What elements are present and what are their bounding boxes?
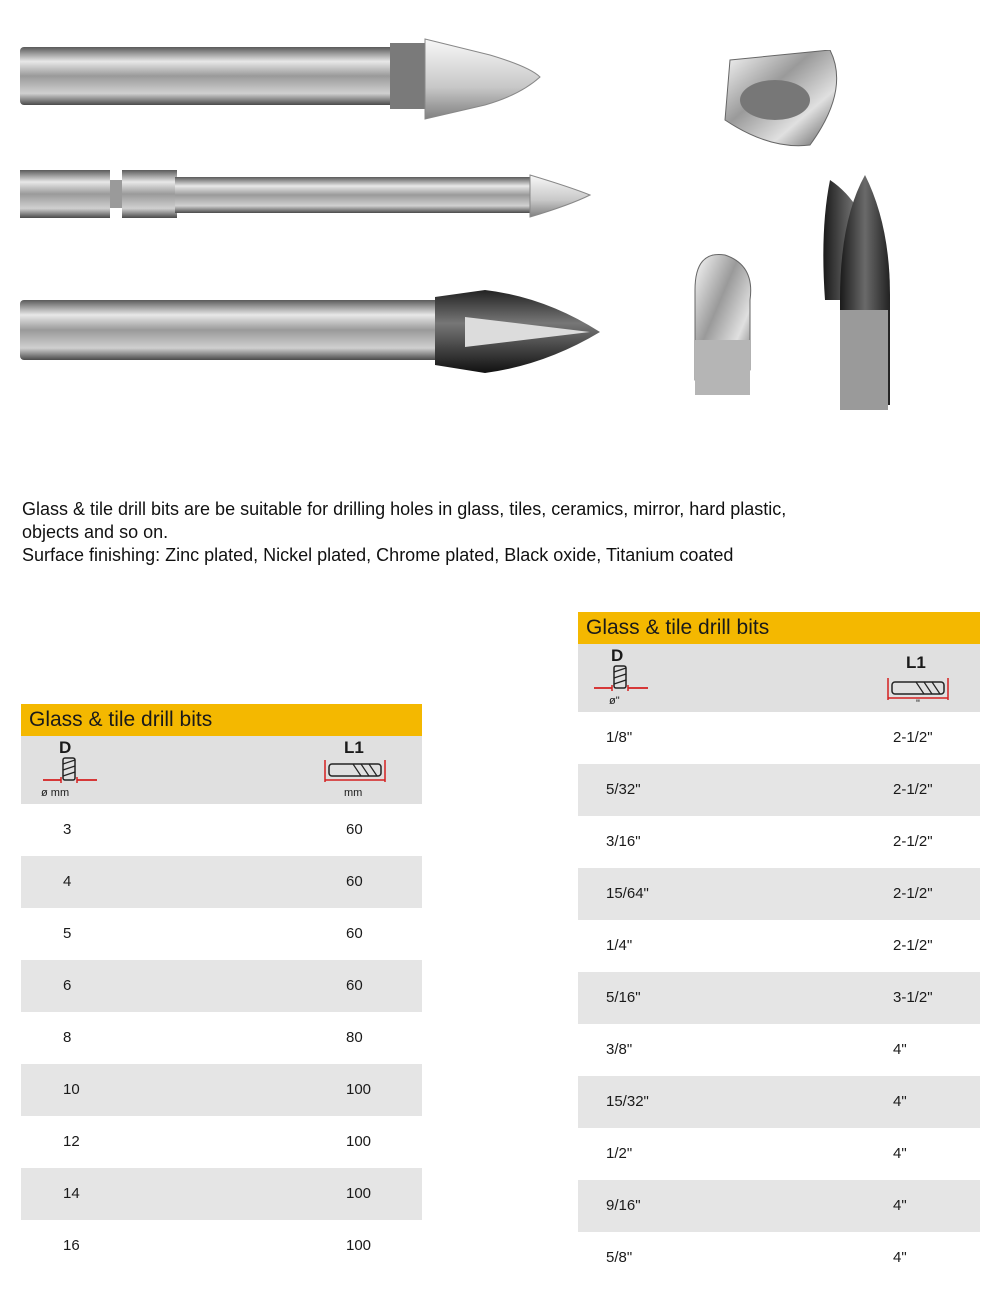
table-body (578, 712, 980, 1284)
table-row (21, 1168, 422, 1220)
drill-bit-diameter-icon (41, 756, 101, 786)
table-row (21, 856, 422, 908)
description-line: objects and so on. (22, 522, 169, 542)
cell-diameter: 3/8" (606, 1041, 633, 1058)
drill-bit-black-tip (20, 290, 600, 373)
cell-diameter: 5/8" (606, 1249, 633, 1266)
table-row (21, 1220, 422, 1272)
product-description (22, 498, 922, 567)
column-l1-label: L1 (344, 738, 364, 757)
cell-diameter: 1/4" (606, 937, 633, 954)
spec-table-metric (21, 704, 422, 1272)
product-photo-drill-tips-closeup (690, 50, 900, 420)
table-title: Glass & tile drill bits (21, 704, 422, 736)
cell-length: 100 (346, 1133, 372, 1150)
cell-length: 4" (893, 1197, 907, 1214)
cell-length: 2-1/2" (893, 729, 933, 746)
cell-length: 4" (893, 1249, 907, 1266)
cell-length: 2-1/2" (893, 885, 933, 902)
table-row (21, 1116, 422, 1168)
cell-diameter: 3/16" (606, 833, 641, 850)
cell-length: 100 (346, 1185, 372, 1202)
cell-diameter: 4 (63, 873, 72, 890)
table-title: Glass & tile drill bits (578, 612, 980, 644)
cell-diameter: 1/8" (606, 729, 633, 746)
product-photo-drill-bits-side (15, 35, 615, 385)
cell-length: 2-1/2" (893, 937, 933, 954)
cell-length: 100 (346, 1081, 372, 1098)
cell-length: 60 (346, 873, 363, 890)
cell-length: 80 (346, 1029, 363, 1046)
cell-diameter: 12 (63, 1133, 80, 1150)
cell-diameter: 5 (63, 925, 72, 942)
cell-length: 2-1/2" (893, 781, 933, 798)
cell-length: 4" (893, 1093, 907, 1110)
column-d-unit: ø" (609, 695, 620, 707)
cell-diameter: 10 (63, 1081, 80, 1098)
spec-table-imperial (578, 612, 980, 1284)
table-row (21, 908, 422, 960)
table-row (578, 920, 980, 972)
description-line: Surface finishing: Zinc plated, Nickel plated, Chrome plated, Black oxide, Titanium coated (22, 545, 734, 565)
table-row (578, 1180, 980, 1232)
cell-length: 60 (346, 821, 363, 838)
cell-diameter: 5/16" (606, 989, 641, 1006)
table-row (578, 712, 980, 764)
cell-length: 60 (346, 925, 363, 942)
table-row (21, 804, 422, 856)
column-d-unit: ø mm (41, 787, 70, 799)
cell-diameter: 5/32" (606, 781, 641, 798)
column-l1-unit: " (916, 698, 920, 710)
table-row (578, 1024, 980, 1076)
column-l1-unit: mm (344, 787, 363, 799)
table-row (578, 764, 980, 816)
cell-diameter: 15/32" (606, 1093, 649, 1110)
cell-diameter: 16 (63, 1237, 80, 1254)
table-body (21, 804, 422, 1272)
table-row (578, 972, 980, 1024)
cell-length: 100 (346, 1237, 372, 1254)
column-d-label: D (59, 738, 72, 757)
drill-bit-length-icon (323, 758, 387, 784)
cell-diameter: 14 (63, 1185, 80, 1202)
table-row (578, 868, 980, 920)
table-row (578, 1232, 980, 1284)
cell-diameter: 1/2" (606, 1145, 633, 1162)
cell-length: 4" (893, 1145, 907, 1162)
table-row (21, 1012, 422, 1064)
drill-bit-diameter-icon (592, 664, 652, 694)
cell-diameter: 9/16" (606, 1197, 641, 1214)
drill-tip-chrome (695, 254, 751, 395)
drill-bit-hex-shank (20, 170, 590, 218)
column-l1-label: L1 (906, 653, 926, 672)
cell-diameter: 3 (63, 821, 72, 838)
table-header (578, 644, 980, 712)
cell-diameter: 6 (63, 977, 72, 994)
cell-diameter: 8 (63, 1029, 72, 1046)
cell-length: 4" (893, 1041, 907, 1058)
drill-tip-black (823, 175, 890, 410)
description-line: Glass & tile drill bits are be suitable for drilling holes in glass, tiles, ceramics, mirror, hard plastic, (22, 499, 787, 519)
table-row (21, 960, 422, 1012)
table-row (21, 1064, 422, 1116)
table-row (578, 1128, 980, 1180)
drill-tip-top-view (725, 50, 837, 146)
table-row (578, 816, 980, 868)
cell-length: 3-1/2" (893, 989, 933, 1006)
cell-length: 2-1/2" (893, 833, 933, 850)
cell-diameter: 15/64" (606, 885, 649, 902)
column-d-label: D (611, 646, 624, 665)
table-row (578, 1076, 980, 1128)
table-header (21, 736, 422, 804)
drill-bit-round-shank (20, 39, 540, 119)
cell-length: 60 (346, 977, 363, 994)
